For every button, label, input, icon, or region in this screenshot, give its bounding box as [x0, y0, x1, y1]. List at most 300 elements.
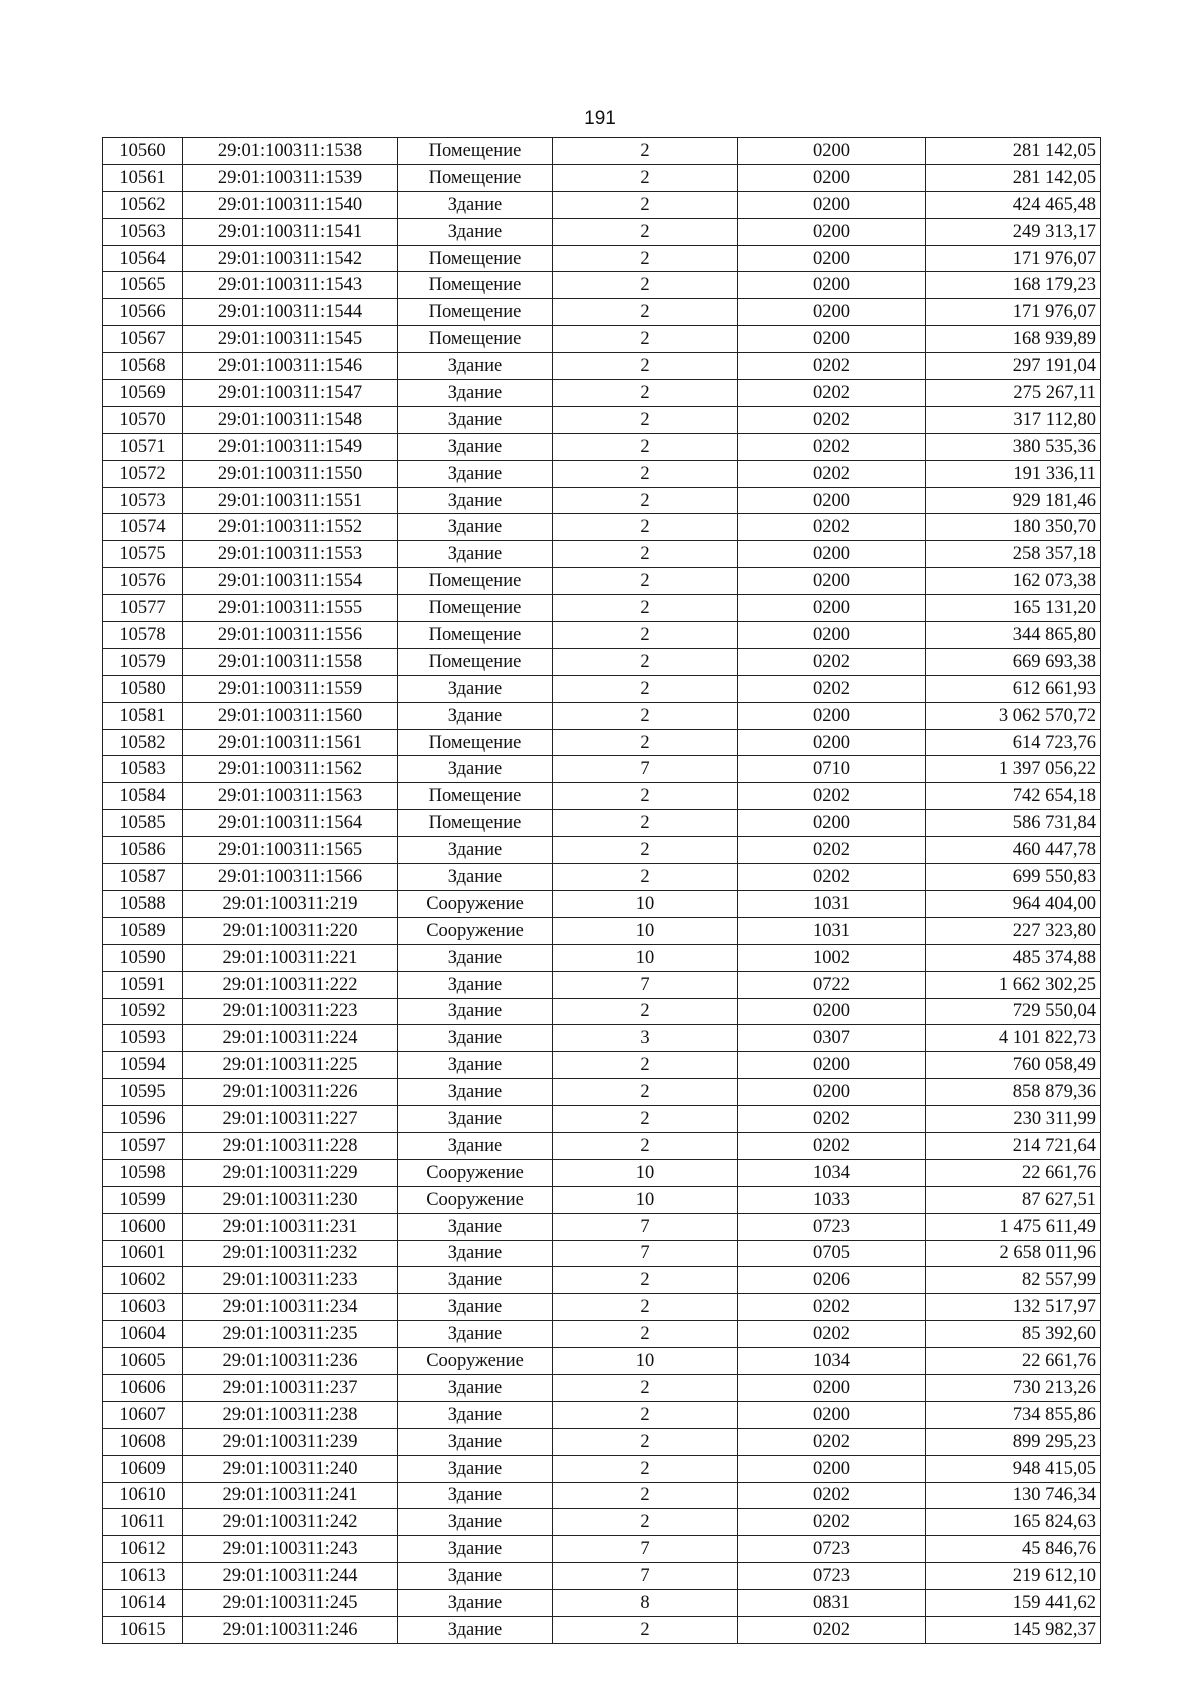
code-cell: 0200: [738, 810, 926, 837]
group-cell: 2: [553, 729, 738, 756]
group-cell: 10: [553, 1186, 738, 1213]
code-cell: 0202: [738, 406, 926, 433]
object-type-cell: Здание: [398, 1294, 553, 1321]
group-cell: 2: [553, 1455, 738, 1482]
code-cell: 0200: [738, 487, 926, 514]
table-row: [103, 1186, 1101, 1213]
code-cell: 0200: [738, 729, 926, 756]
cadastral-number-cell: 29:01:100311:222: [183, 971, 398, 998]
row-number-cell: 10574: [103, 514, 183, 541]
object-type-cell: Здание: [398, 1509, 553, 1536]
cadastral-number-cell: 29:01:100311:238: [183, 1401, 398, 1428]
group-cell: 2: [553, 460, 738, 487]
table-row: [103, 1213, 1101, 1240]
row-number-cell: 10595: [103, 1079, 183, 1106]
cadastral-value-cell: 485 374,88: [926, 944, 1101, 971]
table-row: [103, 810, 1101, 837]
cadastral-number-cell: 29:01:100311:226: [183, 1079, 398, 1106]
group-cell: 2: [553, 272, 738, 299]
row-number-cell: 10605: [103, 1348, 183, 1375]
table-row: [103, 353, 1101, 380]
cadastral-value-cell: 82 557,99: [926, 1267, 1101, 1294]
code-cell: 0202: [738, 1321, 926, 1348]
object-type-cell: Помещение: [398, 245, 553, 272]
object-type-cell: Сооружение: [398, 890, 553, 917]
row-number-cell: 10581: [103, 702, 183, 729]
group-cell: 2: [553, 1132, 738, 1159]
row-number-cell: 10575: [103, 541, 183, 568]
table-row: [103, 1240, 1101, 1267]
row-number-cell: 10611: [103, 1509, 183, 1536]
row-number-cell: 10579: [103, 648, 183, 675]
table-row: [103, 917, 1101, 944]
row-number-cell: 10600: [103, 1213, 183, 1240]
object-type-cell: Здание: [398, 1132, 553, 1159]
row-number-cell: 10565: [103, 272, 183, 299]
code-cell: 0202: [738, 864, 926, 891]
cadastral-value-cell: 612 661,93: [926, 675, 1101, 702]
cadastral-number-cell: 29:01:100311:1539: [183, 164, 398, 191]
table-row: [103, 1267, 1101, 1294]
row-number-cell: 10609: [103, 1455, 183, 1482]
code-cell: 0202: [738, 1294, 926, 1321]
object-type-cell: Здание: [398, 1079, 553, 1106]
row-number-cell: 10604: [103, 1321, 183, 1348]
group-cell: 2: [553, 675, 738, 702]
object-type-cell: Помещение: [398, 326, 553, 353]
object-type-cell: Здание: [398, 864, 553, 891]
code-cell: 0202: [738, 380, 926, 407]
object-type-cell: Здание: [398, 191, 553, 218]
table-row: [103, 1025, 1101, 1052]
cadastral-number-cell: 29:01:100311:240: [183, 1455, 398, 1482]
group-cell: 2: [553, 164, 738, 191]
table-row: [103, 702, 1101, 729]
row-number-cell: 10583: [103, 756, 183, 783]
cadastral-number-cell: 29:01:100311:230: [183, 1186, 398, 1213]
cadastral-value-cell: 344 865,80: [926, 622, 1101, 649]
cadastral-number-cell: 29:01:100311:1545: [183, 326, 398, 353]
cadastral-value-cell: 258 357,18: [926, 541, 1101, 568]
row-number-cell: 10602: [103, 1267, 183, 1294]
group-cell: 2: [553, 1321, 738, 1348]
row-number-cell: 10566: [103, 299, 183, 326]
object-type-cell: Помещение: [398, 783, 553, 810]
cadastral-value-cell: 964 404,00: [926, 890, 1101, 917]
cadastral-value-cell: 191 336,11: [926, 460, 1101, 487]
object-type-cell: Помещение: [398, 595, 553, 622]
cadastral-value-cell: 317 112,80: [926, 406, 1101, 433]
row-number-cell: 10592: [103, 998, 183, 1025]
table-row: [103, 1536, 1101, 1563]
group-cell: 2: [553, 1509, 738, 1536]
table-row: [103, 1482, 1101, 1509]
group-cell: 2: [553, 837, 738, 864]
code-cell: 1034: [738, 1348, 926, 1375]
table-row: [103, 138, 1101, 165]
group-cell: 2: [553, 380, 738, 407]
object-type-cell: Здание: [398, 406, 553, 433]
row-number-cell: 10587: [103, 864, 183, 891]
table-row: [103, 218, 1101, 245]
table-row: [103, 890, 1101, 917]
cadastral-value-cell: 227 323,80: [926, 917, 1101, 944]
row-number-cell: 10607: [103, 1401, 183, 1428]
cadastral-value-cell: 729 550,04: [926, 998, 1101, 1025]
row-number-cell: 10606: [103, 1374, 183, 1401]
object-type-cell: Помещение: [398, 648, 553, 675]
code-cell: 0200: [738, 1374, 926, 1401]
table-row: [103, 245, 1101, 272]
group-cell: 10: [553, 944, 738, 971]
object-type-cell: Здание: [398, 702, 553, 729]
cadastral-value-cell: 380 535,36: [926, 433, 1101, 460]
row-number-cell: 10567: [103, 326, 183, 353]
cadastral-number-cell: 29:01:100311:241: [183, 1482, 398, 1509]
object-type-cell: Помещение: [398, 568, 553, 595]
row-number-cell: 10562: [103, 191, 183, 218]
object-type-cell: Здание: [398, 218, 553, 245]
object-type-cell: Здание: [398, 1374, 553, 1401]
table-row: [103, 998, 1101, 1025]
row-number-cell: 10599: [103, 1186, 183, 1213]
cadastral-value-cell: 669 693,38: [926, 648, 1101, 675]
code-cell: 0200: [738, 1052, 926, 1079]
code-cell: 0200: [738, 191, 926, 218]
group-cell: 2: [553, 541, 738, 568]
cadastral-number-cell: 29:01:100311:237: [183, 1374, 398, 1401]
cadastral-value-cell: 145 982,37: [926, 1616, 1101, 1643]
group-cell: 7: [553, 756, 738, 783]
object-type-cell: Здание: [398, 1321, 553, 1348]
cadastral-value-cell: 899 295,23: [926, 1428, 1101, 1455]
cadastral-value-cell: 586 731,84: [926, 810, 1101, 837]
table-row: [103, 1509, 1101, 1536]
object-type-cell: Здание: [398, 837, 553, 864]
cadastral-value-cell: 132 517,97: [926, 1294, 1101, 1321]
cadastral-value-cell: 168 939,89: [926, 326, 1101, 353]
group-cell: 7: [553, 1536, 738, 1563]
row-number-cell: 10601: [103, 1240, 183, 1267]
code-cell: 0200: [738, 245, 926, 272]
object-type-cell: Здание: [398, 1267, 553, 1294]
code-cell: 0705: [738, 1240, 926, 1267]
code-cell: 1033: [738, 1186, 926, 1213]
cadastral-number-cell: 29:01:100311:1550: [183, 460, 398, 487]
cadastral-number-cell: 29:01:100311:221: [183, 944, 398, 971]
row-number-cell: 10564: [103, 245, 183, 272]
group-cell: 2: [553, 1616, 738, 1643]
row-number-cell: 10589: [103, 917, 183, 944]
row-number-cell: 10590: [103, 944, 183, 971]
table-row: [103, 541, 1101, 568]
group-cell: 2: [553, 326, 738, 353]
table-row: [103, 1616, 1101, 1643]
table-row: [103, 380, 1101, 407]
object-type-cell: Здание: [398, 1482, 553, 1509]
table-row: [103, 1321, 1101, 1348]
row-number-cell: 10593: [103, 1025, 183, 1052]
table-row: [103, 406, 1101, 433]
cadastral-value-cell: 22 661,76: [926, 1348, 1101, 1375]
code-cell: 0202: [738, 1482, 926, 1509]
cadastral-number-cell: 29:01:100311:1565: [183, 837, 398, 864]
group-cell: 2: [553, 1428, 738, 1455]
group-cell: 2: [553, 1052, 738, 1079]
object-type-cell: Здание: [398, 514, 553, 541]
table-row: [103, 326, 1101, 353]
group-cell: 10: [553, 1159, 738, 1186]
code-cell: 0202: [738, 648, 926, 675]
group-cell: 2: [553, 299, 738, 326]
row-number-cell: 10612: [103, 1536, 183, 1563]
code-cell: 0202: [738, 675, 926, 702]
code-cell: 0202: [738, 1428, 926, 1455]
cadastral-number-cell: 29:01:100311:233: [183, 1267, 398, 1294]
cadastral-value-cell: 948 415,05: [926, 1455, 1101, 1482]
group-cell: 2: [553, 1374, 738, 1401]
table-row: [103, 783, 1101, 810]
group-cell: 3: [553, 1025, 738, 1052]
group-cell: 2: [553, 1106, 738, 1133]
cadastral-value-cell: 424 465,48: [926, 191, 1101, 218]
table-row: [103, 1079, 1101, 1106]
cadastral-number-cell: 29:01:100311:1549: [183, 433, 398, 460]
cadastral-number-cell: 29:01:100311:1548: [183, 406, 398, 433]
object-type-cell: Сооружение: [398, 1159, 553, 1186]
object-type-cell: Помещение: [398, 729, 553, 756]
cadastral-value-cell: 1 662 302,25: [926, 971, 1101, 998]
cadastral-value-cell: 1 397 056,22: [926, 756, 1101, 783]
row-number-cell: 10588: [103, 890, 183, 917]
group-cell: 7: [553, 971, 738, 998]
code-cell: 0831: [738, 1590, 926, 1617]
cadastral-value-cell: 165 131,20: [926, 595, 1101, 622]
row-number-cell: 10596: [103, 1106, 183, 1133]
group-cell: 10: [553, 917, 738, 944]
code-cell: 0200: [738, 218, 926, 245]
code-cell: 1002: [738, 944, 926, 971]
cadastral-value-cell: 281 142,05: [926, 138, 1101, 165]
group-cell: 2: [553, 622, 738, 649]
cadastral-value-cell: 929 181,46: [926, 487, 1101, 514]
object-type-cell: Здание: [398, 1536, 553, 1563]
table-row: [103, 1052, 1101, 1079]
cadastral-value-cell: 162 073,38: [926, 568, 1101, 595]
row-number-cell: 10573: [103, 487, 183, 514]
table-row: [103, 1374, 1101, 1401]
cadastral-number-cell: 29:01:100311:223: [183, 998, 398, 1025]
row-number-cell: 10610: [103, 1482, 183, 1509]
row-number-cell: 10608: [103, 1428, 183, 1455]
object-type-cell: Здание: [398, 433, 553, 460]
group-cell: 2: [553, 1079, 738, 1106]
code-cell: 0200: [738, 622, 926, 649]
object-type-cell: Помещение: [398, 622, 553, 649]
cadastral-number-cell: 29:01:100311:1560: [183, 702, 398, 729]
group-cell: 2: [553, 568, 738, 595]
cadastral-value-cell: 165 824,63: [926, 1509, 1101, 1536]
row-number-cell: 10584: [103, 783, 183, 810]
cadastral-value-cell: 87 627,51: [926, 1186, 1101, 1213]
cadastral-number-cell: 29:01:100311:1540: [183, 191, 398, 218]
table-row: [103, 433, 1101, 460]
group-cell: 2: [553, 487, 738, 514]
group-cell: 2: [553, 245, 738, 272]
cadastral-value-cell: 168 179,23: [926, 272, 1101, 299]
object-type-cell: Здание: [398, 1213, 553, 1240]
group-cell: 8: [553, 1590, 738, 1617]
cadastral-value-cell: 4 101 822,73: [926, 1025, 1101, 1052]
cadastral-number-cell: 29:01:100311:1559: [183, 675, 398, 702]
page-number: 191: [584, 108, 616, 129]
code-cell: 0722: [738, 971, 926, 998]
object-type-cell: Помещение: [398, 272, 553, 299]
code-cell: 0202: [738, 514, 926, 541]
code-cell: 0200: [738, 164, 926, 191]
cadastral-number-cell: 29:01:100311:224: [183, 1025, 398, 1052]
cadastral-number-cell: 29:01:100311:1556: [183, 622, 398, 649]
cadastral-value-cell: 858 879,36: [926, 1079, 1101, 1106]
object-type-cell: Сооружение: [398, 1186, 553, 1213]
object-type-cell: Здание: [398, 1052, 553, 1079]
table-row: [103, 971, 1101, 998]
code-cell: 0200: [738, 272, 926, 299]
table-row: [103, 1401, 1101, 1428]
table-row: [103, 299, 1101, 326]
object-type-cell: Здание: [398, 1616, 553, 1643]
code-cell: 0723: [738, 1213, 926, 1240]
object-type-cell: Здание: [398, 1025, 553, 1052]
cadastral-value-cell: 45 846,76: [926, 1536, 1101, 1563]
cadastral-number-cell: 29:01:100311:228: [183, 1132, 398, 1159]
cadastral-value-cell: 275 267,11: [926, 380, 1101, 407]
row-number-cell: 10576: [103, 568, 183, 595]
code-cell: 0202: [738, 460, 926, 487]
cadastral-number-cell: 29:01:100311:1563: [183, 783, 398, 810]
row-number-cell: 10563: [103, 218, 183, 245]
group-cell: 2: [553, 1294, 738, 1321]
object-type-cell: Здание: [398, 1563, 553, 1590]
code-cell: 0202: [738, 1132, 926, 1159]
cadastral-value-cell: 171 976,07: [926, 299, 1101, 326]
cadastral-number-cell: 29:01:100311:244: [183, 1563, 398, 1590]
table-row: [103, 1106, 1101, 1133]
object-type-cell: Здание: [398, 353, 553, 380]
row-number-cell: 10569: [103, 380, 183, 407]
table-row: [103, 514, 1101, 541]
code-cell: 0200: [738, 299, 926, 326]
row-number-cell: 10572: [103, 460, 183, 487]
cadastral-number-cell: 29:01:100311:1543: [183, 272, 398, 299]
row-number-cell: 10568: [103, 353, 183, 380]
code-cell: 0200: [738, 138, 926, 165]
table-row: [103, 1563, 1101, 1590]
cadastral-number-cell: 29:01:100311:234: [183, 1294, 398, 1321]
object-type-cell: Здание: [398, 541, 553, 568]
group-cell: 2: [553, 1267, 738, 1294]
table-row: [103, 272, 1101, 299]
cadastral-number-cell: 29:01:100311:1561: [183, 729, 398, 756]
group-cell: 2: [553, 353, 738, 380]
cadastral-number-cell: 29:01:100311:236: [183, 1348, 398, 1375]
group-cell: 7: [553, 1563, 738, 1590]
group-cell: 2: [553, 1482, 738, 1509]
cadastral-number-cell: 29:01:100311:235: [183, 1321, 398, 1348]
cadastral-value-cell: 730 213,26: [926, 1374, 1101, 1401]
code-cell: 0202: [738, 783, 926, 810]
object-type-cell: Здание: [398, 1240, 553, 1267]
code-cell: 0200: [738, 326, 926, 353]
table-row: [103, 944, 1101, 971]
cadastral-value-cell: 219 612,10: [926, 1563, 1101, 1590]
cadastral-number-cell: 29:01:100311:246: [183, 1616, 398, 1643]
row-number-cell: 10582: [103, 729, 183, 756]
table-row: [103, 1294, 1101, 1321]
code-cell: 1034: [738, 1159, 926, 1186]
row-number-cell: 10570: [103, 406, 183, 433]
cadastral-number-cell: 29:01:100311:1546: [183, 353, 398, 380]
object-type-cell: Помещение: [398, 164, 553, 191]
code-cell: 0206: [738, 1267, 926, 1294]
cadastral-value-cell: 460 447,78: [926, 837, 1101, 864]
table-row: [103, 1455, 1101, 1482]
group-cell: 7: [553, 1213, 738, 1240]
cadastral-value-cell: 180 350,70: [926, 514, 1101, 541]
object-type-cell: Помещение: [398, 810, 553, 837]
cadastral-value-cell: 214 721,64: [926, 1132, 1101, 1159]
group-cell: 2: [553, 514, 738, 541]
row-number-cell: 10560: [103, 138, 183, 165]
row-number-cell: 10613: [103, 1563, 183, 1590]
object-type-cell: Здание: [398, 998, 553, 1025]
object-type-cell: Здание: [398, 756, 553, 783]
row-number-cell: 10561: [103, 164, 183, 191]
code-cell: 0202: [738, 433, 926, 460]
cadastral-number-cell: 29:01:100311:1541: [183, 218, 398, 245]
table-body: [103, 138, 1101, 1644]
cadastral-number-cell: 29:01:100311:229: [183, 1159, 398, 1186]
table-row: [103, 675, 1101, 702]
cadastral-value-cell: 171 976,07: [926, 245, 1101, 272]
cadastral-number-cell: 29:01:100311:1558: [183, 648, 398, 675]
cadastral-number-cell: 29:01:100311:1555: [183, 595, 398, 622]
code-cell: 0200: [738, 568, 926, 595]
code-cell: 0200: [738, 702, 926, 729]
group-cell: 10: [553, 1348, 738, 1375]
row-number-cell: 10591: [103, 971, 183, 998]
cadastral-number-cell: 29:01:100311:1566: [183, 864, 398, 891]
row-number-cell: 10615: [103, 1616, 183, 1643]
cadastral-number-cell: 29:01:100311:239: [183, 1428, 398, 1455]
object-type-cell: Здание: [398, 1590, 553, 1617]
cadastral-number-cell: 29:01:100311:1544: [183, 299, 398, 326]
code-cell: 0307: [738, 1025, 926, 1052]
object-type-cell: Здание: [398, 487, 553, 514]
code-cell: 0200: [738, 998, 926, 1025]
code-cell: 0202: [738, 1106, 926, 1133]
cadastral-value-cell: 699 550,83: [926, 864, 1101, 891]
group-cell: 2: [553, 595, 738, 622]
group-cell: 2: [553, 783, 738, 810]
cadastral-number-cell: 29:01:100311:1547: [183, 380, 398, 407]
cadastral-value-cell: 2 658 011,96: [926, 1240, 1101, 1267]
object-type-cell: Помещение: [398, 299, 553, 326]
cadastral-value-cell: 249 313,17: [926, 218, 1101, 245]
cadastral-value-cell: 3 062 570,72: [926, 702, 1101, 729]
table-row: [103, 622, 1101, 649]
table-row: [103, 460, 1101, 487]
